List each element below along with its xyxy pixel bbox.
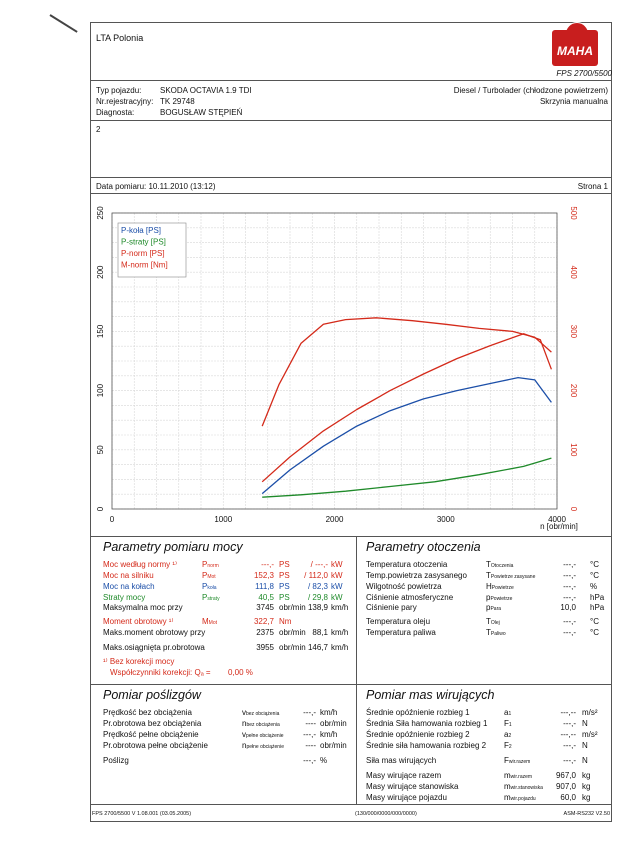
symbol: P [202, 593, 208, 602]
gearbox-type: Skrzynia manualna [539, 97, 608, 106]
note-number: 2 [96, 125, 101, 134]
symbol-subscript: straty [207, 596, 220, 602]
power-footnote: ¹⁾ Bez korekcji mocy [103, 657, 175, 666]
mass-row-label: Średnie siła hamowania rozbieg 2 [366, 741, 487, 750]
mass-row-label: Średnie opóźnienie rozbieg 1 [366, 708, 470, 717]
symbol-subscript: 2 [508, 744, 512, 750]
symbol: F [504, 719, 509, 728]
mass-section-title: Pomiar mas wirujących [366, 688, 495, 702]
logo-model: FPS 2700/5500 [556, 69, 612, 78]
symbol: m [504, 771, 511, 780]
ambient-row-unit: °C [590, 571, 599, 580]
ambient-row-symbol [486, 628, 506, 637]
power-row-symbol [202, 617, 217, 626]
divider-vertical [356, 536, 357, 684]
ambient-row-unit: °C [590, 560, 599, 569]
ambient-row-unit: % [590, 582, 598, 591]
slip-row-label: Pr.obrotowa bez obciążenia [103, 719, 202, 728]
symbol-subscript: Paliwo [490, 631, 506, 637]
symbol: M [202, 617, 209, 626]
legend-entry: P-norm [PS] [121, 249, 165, 258]
measure-date: Data pomiaru: 10.11.2010 (13:12) [96, 182, 216, 191]
x-axis-label: n [obr/min] [540, 522, 578, 531]
slip-row-value: ---- [305, 719, 316, 728]
mass-row-unit: kg [582, 771, 591, 780]
ambient-row-symbol [486, 593, 512, 602]
divider [90, 120, 612, 121]
pen-mark [49, 14, 77, 33]
power-row-unit1: Nm [279, 617, 292, 626]
ambient-row-unit: hPa [590, 603, 605, 612]
engine-type: Diesel / Turbolader (chłodzone powietrzem) [453, 86, 608, 95]
power-row-value1: 2375 [256, 628, 274, 637]
x-tick-label: 4000 [548, 515, 566, 524]
symbol-subscript: pełne obciążenie [246, 733, 284, 739]
divider-vertical [356, 684, 357, 804]
mass-row-value: ---,-- [560, 730, 576, 739]
power-row-label: Moc na silniku [103, 571, 154, 580]
symbol-subscript: pełne obciążenie [246, 744, 284, 750]
power-row-value2: 146,7 [307, 643, 328, 652]
page-number: Strona 1 [577, 182, 608, 191]
ambient-row-label: Wilgotność powietrza [366, 582, 442, 591]
power-row-label: Moc według normy ¹⁾ [103, 560, 177, 569]
power-row-value1: ---,- [261, 560, 274, 569]
power-row-unit2: km/h [331, 603, 349, 612]
symbol: F [504, 756, 509, 765]
symbol-subscript: 1 [508, 711, 512, 717]
power-row-unit2: kW [331, 571, 343, 580]
ambient-row-value: ---,- [563, 582, 576, 591]
ambient-row-symbol [486, 617, 500, 626]
footer-version: FPS 2700/5500 V 1.08.001 (03.05.2005) [92, 811, 192, 817]
slip-row-label: Prędkość pełne obciążenie [103, 730, 199, 739]
mass-row-label: Średnie opóźnienie rozbieg 2 [366, 730, 470, 739]
power-row-unit1: obr/min [279, 603, 306, 612]
series-line-m-norm [262, 318, 551, 426]
ambient-row-label: Ciśnienie pary [366, 603, 417, 612]
symbol: P [202, 571, 208, 580]
power-row-unit2: km/h [331, 643, 349, 652]
mass-row-symbol [504, 793, 536, 802]
x-tick-label: 0 [109, 515, 115, 524]
diag-label: Diagnosta: [96, 108, 135, 117]
symbol-subscript: Powietrze [490, 596, 513, 602]
slip-row-label: Poślizg [103, 756, 129, 765]
symbol: m [504, 782, 511, 791]
legend-entry: M-norm [Nm] [121, 260, 168, 270]
symbol-subscript: wir.pojazdu [510, 796, 536, 802]
slip-row-symbol [242, 741, 284, 750]
symbol: T [486, 571, 491, 580]
slip-section-title: Pomiar poślizgów [103, 688, 201, 702]
slip-row-unit: obr/min [320, 719, 347, 728]
symbol: a [504, 708, 509, 717]
symbol: a [504, 730, 509, 739]
symbol-subscript: Powietrze zasysane [490, 574, 536, 580]
symbol-subscript: Otoczenia [490, 563, 514, 569]
symbol: n [242, 741, 247, 750]
power-section-title: Parametry pomiaru mocy [103, 540, 243, 554]
power-row-unit1: PS [279, 582, 290, 591]
power-row-value2: / 29,8 [307, 593, 328, 602]
mass-row-symbol [504, 741, 512, 750]
ambient-row-value: ---,- [563, 560, 576, 569]
slip-row-label: Prędkość bez obciążenia [103, 708, 192, 717]
slip-row-value: ---- [305, 741, 316, 750]
power-row-value1: 322,7 [253, 617, 274, 626]
y-right-tick-label: 300 [569, 324, 578, 339]
power-row-unit1: obr/min [279, 643, 306, 652]
mass-row-value: 60,0 [560, 793, 576, 802]
ambient-row-label: Temperatura paliwa [366, 628, 436, 637]
x-tick-label: 3000 [436, 515, 455, 524]
symbol: v [242, 708, 246, 717]
divider [90, 80, 612, 81]
symbol-subscript: bez obciążenia [246, 722, 280, 728]
ambient-row-value: ---,- [563, 617, 576, 626]
dyno-chart [90, 193, 612, 533]
power-row-label: Maks.moment obrotowy przy [103, 628, 206, 637]
symbol-subscript: Powietrze [491, 585, 514, 591]
symbol: T [486, 628, 491, 637]
slip-row-symbol [242, 708, 279, 717]
symbol: P [202, 582, 208, 591]
symbol: m [504, 793, 511, 802]
power-row-unit2: kW [331, 593, 343, 602]
symbol: P [202, 560, 208, 569]
power-row-value1: 40,5 [258, 593, 274, 602]
mass-row-unit: m/s² [582, 708, 598, 717]
reg-label: Nr.rejestracyjny: [96, 97, 154, 106]
slip-row-value: ---,- [303, 708, 316, 717]
y-left-tick-label: 100 [96, 383, 105, 398]
power-row-value1: 3745 [256, 603, 274, 612]
divider [90, 804, 612, 805]
ambient-row-label: Temperatura oleju [366, 617, 431, 626]
ambient-row-label: Ciśnienie atmosferyczne [366, 593, 454, 602]
power-row-value1: 152,3 [253, 571, 274, 580]
power-row-label: Moment obrotowy ¹⁾ [103, 617, 174, 626]
power-row-value2: 88,1 [312, 628, 328, 637]
slip-row-unit: obr/min [320, 741, 347, 750]
power-row-unit1: PS [279, 571, 290, 580]
ambient-row-unit: °C [590, 628, 599, 637]
mass-row-label: Masy wirujące pojazdu [366, 793, 447, 802]
ambient-row-value: ---,- [563, 628, 576, 637]
ambient-row-symbol [486, 560, 513, 569]
y-right-tick-label: 0 [569, 506, 578, 512]
power-row-symbol [202, 593, 220, 602]
power-row-value1: 111,8 [255, 582, 274, 591]
power-row-symbol [202, 571, 216, 580]
footer-interface: ASM-RS232 V2.50 [563, 811, 610, 817]
mass-row-unit: N [582, 756, 588, 765]
slip-row-value: ---,- [303, 756, 316, 765]
mass-row-symbol [504, 730, 511, 739]
symbol: F [504, 741, 509, 750]
symbol: T [486, 560, 491, 569]
power-row-value1: 3955 [256, 643, 274, 652]
symbol-subscript: Para [490, 606, 502, 612]
symbol-subscript: 2 [508, 733, 512, 739]
symbol-subscript: bez obciążenia [246, 711, 280, 717]
symbol-subscript: Mot [208, 620, 218, 626]
ambient-row-value: 10,0 [560, 603, 576, 612]
divider [90, 177, 612, 178]
slip-row-label: Pr.obrotowa pełne obciążenie [103, 741, 208, 750]
symbol: p [486, 603, 491, 612]
symbol: p [486, 593, 491, 602]
symbol-subscript: Mot [207, 574, 216, 580]
y-right-tick-label: 400 [569, 265, 578, 279]
mass-row-unit: kg [582, 782, 591, 791]
mass-row-symbol [504, 719, 512, 728]
slip-row-unit: km/h [320, 730, 338, 739]
symbol-subscript: wir.stanowiska [510, 785, 543, 791]
symbol-subscript: wir.razem [510, 774, 533, 780]
ambient-row-label: Temperatura otoczenia [366, 560, 448, 569]
mass-row-label: Masy wirujące stanowiska [366, 782, 459, 791]
power-row-label: Moc na kołach [103, 582, 155, 591]
power-row-symbol [202, 560, 219, 569]
ambient-row-value: ---,- [563, 571, 576, 580]
mass-row-label: Siła mas wirujących [366, 756, 437, 765]
ambient-section-title: Parametry otoczenia [366, 540, 481, 554]
mass-row-symbol [504, 708, 511, 717]
divider [90, 684, 612, 685]
power-row-symbol [202, 582, 217, 591]
slip-row-symbol [242, 719, 280, 728]
diag-value: BOGUSŁAW STĘPIEŃ [160, 108, 243, 117]
power-row-label: Maksymalna moc przy [103, 603, 183, 612]
mass-row-unit: N [582, 719, 588, 728]
y-left-tick-label: 200 [96, 265, 105, 279]
symbol: n [242, 719, 247, 728]
power-row-unit2: kW [331, 582, 343, 591]
ambient-row-unit: hPa [590, 593, 605, 602]
logo-text: MAHA [557, 44, 593, 58]
symbol-subscript: koła [207, 585, 217, 591]
chart-legend [118, 223, 186, 277]
mass-row-unit: N [582, 741, 588, 750]
symbol-subscript: norm [207, 563, 219, 569]
power-row-unit1: obr/min [279, 628, 306, 637]
mass-row-unit: kg [582, 793, 591, 802]
ambient-row-label: Temp.powietrza zasysanego [366, 571, 467, 580]
y-right-tick-label: 100 [569, 443, 578, 457]
y-left-tick-label: 150 [96, 324, 105, 339]
symbol: v [242, 730, 246, 739]
power-row-label: Straty mocy [103, 593, 146, 602]
slip-row-unit: % [320, 756, 328, 765]
vehicle-type-label: Typ pojazdu: [96, 86, 142, 95]
x-tick-label: 2000 [325, 515, 344, 524]
symbol-subscript: 1 [508, 722, 512, 728]
series-line-p-straty [262, 458, 551, 497]
vehicle-type-value: SKODA OCTAVIA 1.9 TDI [160, 86, 252, 95]
mass-row-value: ---,- [563, 719, 576, 728]
correction-label: Współczynniki korekcji: Qₐ = [110, 668, 211, 677]
footer-code: (130/000/0000/000/0000) [355, 811, 417, 817]
power-row-unit1: PS [279, 593, 290, 602]
power-row-unit2: km/h [331, 628, 349, 637]
power-row-value2: 138,9 [307, 603, 328, 612]
mass-row-label: Średnia Siła hamowania rozbieg 1 [366, 719, 488, 728]
y-left-tick-label: 0 [96, 506, 105, 512]
slip-row-value: ---,- [303, 730, 316, 739]
ambient-row-symbol [486, 582, 514, 591]
mass-row-symbol [504, 782, 543, 791]
power-row-unit1: PS [279, 560, 290, 569]
power-row-value2: / 112,0 [304, 571, 328, 580]
y-left-tick-label: 50 [96, 445, 105, 455]
legend-entry: P-straty [PS] [121, 237, 166, 247]
y-right-tick-label: 500 [569, 206, 578, 220]
ambient-row-unit: °C [590, 617, 599, 626]
mass-row-symbol [504, 771, 532, 780]
symbol: H [486, 582, 492, 591]
symbol-subscript: Olej [490, 620, 500, 626]
y-right-tick-label: 200 [569, 383, 578, 398]
mass-row-value: ---,-- [560, 708, 576, 717]
mass-row-unit: m/s² [582, 730, 598, 739]
divider [90, 536, 612, 537]
reg-value: TK 29748 [160, 97, 195, 106]
slip-row-unit: km/h [320, 708, 338, 717]
ambient-row-symbol [486, 603, 501, 612]
mass-row-label: Masy wirujące razem [366, 771, 442, 780]
y-left-tick-label: 250 [96, 206, 105, 220]
slip-row-symbol [242, 730, 284, 739]
series-line-p-koła [262, 378, 551, 494]
power-row-value2: / 82,3 [307, 582, 328, 591]
power-row-value2: / ---,- [310, 560, 328, 569]
company-name: LTA Polonia [96, 33, 144, 43]
ambient-row-value: ---,- [563, 593, 576, 602]
mass-row-value: 967,0 [555, 771, 576, 780]
correction-value: 0,00 % [228, 668, 253, 677]
symbol-subscript: wir.razem [508, 759, 531, 765]
symbol: T [486, 617, 491, 626]
mass-row-value: ---,- [563, 741, 576, 750]
legend-entry: P-koła [PS] [121, 226, 162, 235]
mass-row-symbol [504, 756, 530, 765]
mass-row-value: 907,0 [555, 782, 576, 791]
power-row-unit2: kW [331, 560, 343, 569]
x-tick-label: 1000 [214, 515, 233, 524]
power-row-label: Maks.osiągnięta pr.obrotowa [103, 643, 205, 652]
mass-row-value: ---,- [563, 756, 576, 765]
ambient-row-symbol [486, 571, 535, 580]
